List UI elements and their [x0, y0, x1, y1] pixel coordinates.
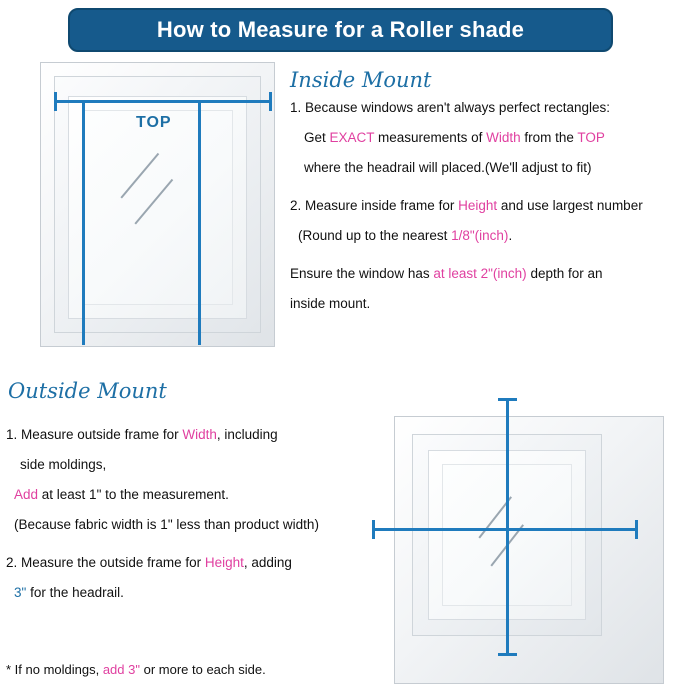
inside-mount-text — [290, 93, 679, 319]
inside-mount-heading: Inside Mount — [290, 68, 432, 92]
spacer — [290, 251, 679, 259]
outside-step1-line2: side moldings, — [20, 457, 107, 472]
inside-step1-get: Get — [304, 130, 330, 145]
outside-step2-suffix: , adding — [243, 555, 292, 570]
outside-width-measure-end-left — [372, 520, 375, 539]
inside-top-highlight: TOP — [577, 130, 605, 145]
outside-mount-window-illustration — [372, 398, 642, 666]
outside-note-line — [6, 655, 266, 685]
outside-headrail-number: 3" — [14, 585, 27, 600]
inside-fraction-highlight: 1/8"(inch) — [451, 228, 509, 243]
page-title-banner — [68, 8, 613, 52]
inside-step2-line2 — [290, 221, 679, 251]
outside-width-measure-end-right — [635, 520, 638, 539]
outside-step2-prefix: 2. Measure the outside frame for — [6, 555, 205, 570]
inside-ensure-line2: inside mount. — [290, 296, 371, 311]
spacer — [6, 540, 336, 548]
inside-width-measure-end-right — [269, 92, 272, 111]
inside-mount-window-illustration — [40, 62, 275, 347]
outside-add-highlight: Add — [14, 487, 39, 502]
inside-step1-intro: 1. Because windows aren't always perfect rectangles: — [290, 100, 610, 115]
inside-depth-highlight: at least 2"(inch) — [433, 266, 527, 281]
inside-ensure-suffix: depth for an — [526, 266, 603, 281]
outside-headrail-suffix: for the headrail. — [26, 585, 124, 600]
outside-height-highlight: Height — [204, 555, 244, 570]
inside-step1-from-the: from the — [520, 130, 578, 145]
inside-step1-line1 — [290, 123, 679, 153]
glass-reflection-streak — [120, 153, 158, 198]
outside-height-measure-end-top — [498, 398, 517, 401]
inside-round-suffix: . — [508, 228, 513, 243]
inside-width-highlight: Width — [486, 130, 521, 145]
inside-height-measure-line-right — [198, 100, 201, 345]
outside-mount-heading: Outside Mount — [8, 379, 167, 403]
outside-note-suffix: or more to each side. — [139, 662, 266, 677]
outside-step1-line4: (Because fabric width is 1" less than product width) — [14, 517, 319, 532]
outside-mount-note — [6, 655, 266, 685]
inside-ensure-line1 — [290, 259, 679, 289]
inside-step2-line1 — [290, 191, 679, 221]
inside-exact-highlight: EXACT — [329, 130, 375, 145]
inside-step1-measurements-of: measurements of — [374, 130, 487, 145]
outside-step2-line1 — [6, 548, 336, 578]
inside-width-measure-line — [54, 100, 272, 103]
outside-step1-line1 — [6, 420, 336, 450]
window-glass — [82, 110, 233, 305]
inside-height-highlight: Height — [458, 198, 498, 213]
inside-ensure-prefix: Ensure the window has — [290, 266, 434, 281]
outside-width-highlight: Width — [182, 427, 217, 442]
outside-step1-line3 — [6, 480, 336, 510]
outside-step1-prefix: 1. Measure outside frame for — [6, 427, 183, 442]
inside-step1-line2: where the headrail will placed.(We'll adjust to fit) — [304, 160, 592, 175]
outside-step2-line2 — [6, 578, 336, 608]
inside-step2-prefix: 2. Measure inside frame for — [290, 198, 459, 213]
outside-height-measure-end-bottom — [498, 653, 517, 656]
outside-width-measure-line — [372, 528, 638, 531]
outside-add-suffix: at least 1" to the measurement. — [38, 487, 229, 502]
outside-note-highlight: add 3" — [102, 662, 140, 677]
inside-height-measure-line-left — [82, 100, 85, 345]
spacer — [290, 183, 679, 191]
inside-width-measure-end-left — [54, 92, 57, 111]
page-title: How to Measure for a Roller shade — [156, 17, 525, 42]
glass-reflection-streak — [134, 179, 172, 224]
inside-top-label: TOP — [136, 114, 172, 131]
outside-mount-text — [6, 420, 336, 608]
outside-note-prefix: * If no moldings, — [6, 662, 103, 677]
outside-height-measure-line — [506, 398, 509, 656]
inside-step2-suffix: and use largest number — [497, 198, 643, 213]
inside-round-prefix: (Round up to the nearest — [298, 228, 452, 243]
outside-step1-suffix: , including — [216, 427, 278, 442]
